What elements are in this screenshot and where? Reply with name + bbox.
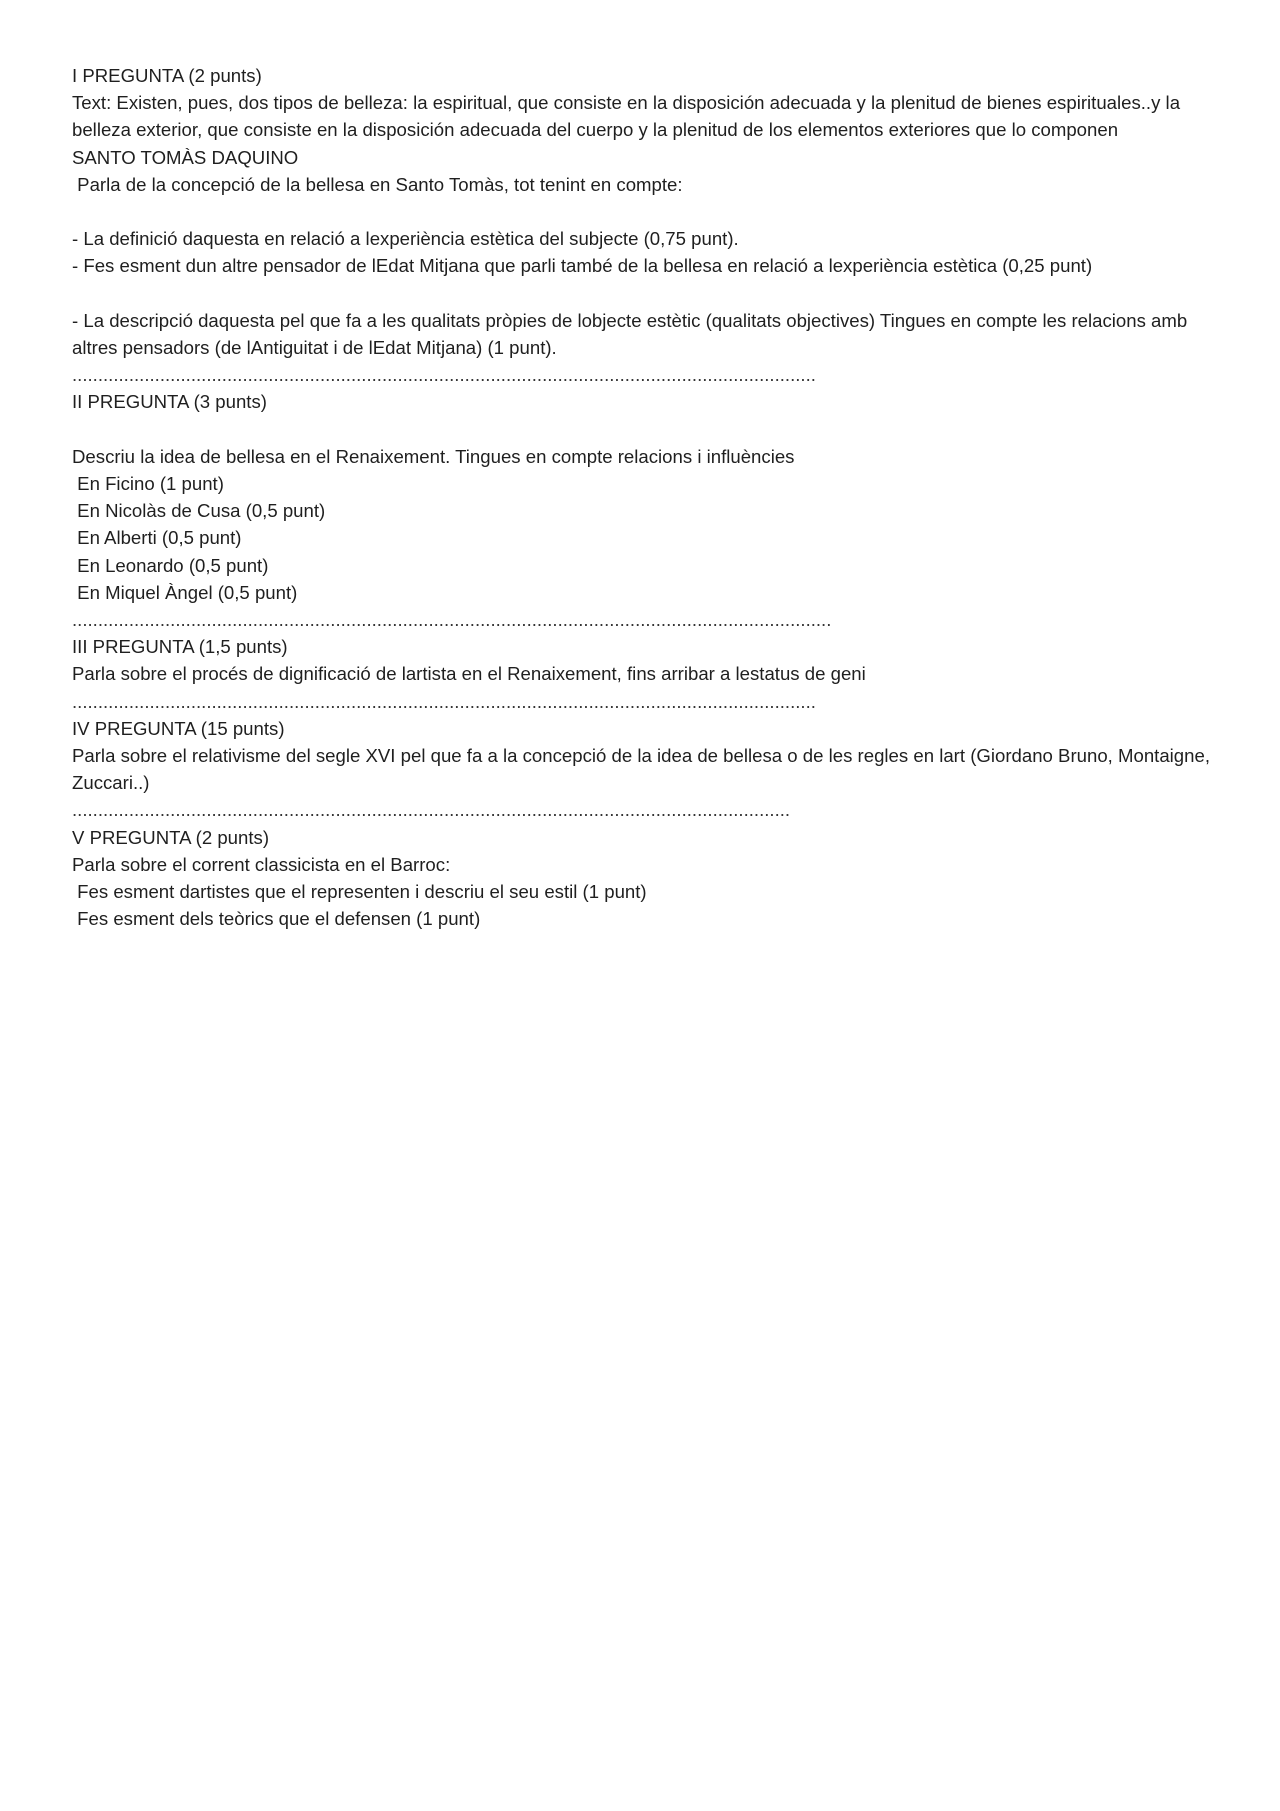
q4-heading: IV PREGUNTA (15 punts) — [72, 717, 285, 739]
q3-heading: III PREGUNTA (1,5 punts) — [72, 636, 288, 658]
q4-divider: ........................................................................................................................................... — [72, 799, 791, 821]
q2-prompt: Descriu la idea de bellesa en el Renaixement. Tingues en compte relacions i influències — [72, 445, 795, 467]
q1-author: SANTO TOMÀS DAQUINO — [72, 146, 299, 168]
q1-item-1: - La definició daquesta en relació a lexperiència estètica del subjecte (0,75 punt). — [72, 228, 739, 250]
exam-document — [72, 62, 1222, 932]
q3-prompt: Parla sobre el procés de dignificació de lartista en el Renaixement, fins arribar a lestatus de geni — [72, 663, 866, 685]
q2-item-ficino: En Ficino (1 punt) — [72, 473, 224, 494]
q1-heading: I PREGUNTA (2 punts) — [72, 65, 262, 86]
q2-item-alberti: En Alberti (0,5 punt) — [72, 527, 242, 549]
q1-prompt: Parla de la concepció de la bellesa en Santo Tomàs, tot tenint en compte: — [72, 173, 683, 195]
spacer — [72, 416, 1222, 443]
q4-prompt: Parla sobre el relativisme del segle XVI pel que fa a la concepció de la idea de bellesa o de les regles en lart (Giordano Bruno, Montaigne, Zuccari..) — [72, 745, 1210, 794]
spacer — [72, 198, 1222, 225]
q1-item-2: - Fes esment dun altre pensador de lEdat Mitjana que parli també de la bellesa en relació a lexperiència estètica (0,25 punt) — [72, 255, 1093, 277]
q3-divider: ................................................................................................................................................ — [72, 690, 816, 712]
q2-item-leonardo: En Leonardo (0,5 punt) — [72, 554, 269, 576]
q5-prompt: Parla sobre el corrent classicista en el Barroc: — [72, 853, 451, 875]
q5-item-theorists: Fes esment dels teòrics que el defensen (1 punt) — [72, 908, 481, 930]
q1-quoted-text: Text: Existen, pues, dos tipos de belleza: la espiritual, que consiste en la disposición adecuada y la plenitud de bienes espirituales..y la belleza exterior, que consiste en la disposición adecuada del cuerpo y la plenitud de los elementos exteriores que lo componen — [72, 92, 1181, 141]
q1-divider: ................................................................................................................................................ — [72, 364, 816, 386]
q2-item-miquel-angel: En Miquel Àngel (0,5 punt) — [72, 581, 298, 603]
q5-heading: V PREGUNTA (2 punts) — [72, 826, 270, 848]
q2-divider: ................................................................................................................................................... — [72, 609, 832, 631]
spacer — [72, 280, 1222, 307]
q2-item-cusa: En Nicolàs de Cusa (0,5 punt) — [72, 500, 326, 522]
q1-item-3: - La descripció daquesta pel que fa a les qualitats pròpies de lobjecte estètic (qualitats objectives) Tingues en compte les relacions amb altres pensadors (de lAntiguitat i de lEdat Mitjana) (1 punt). — [72, 309, 1188, 358]
q2-heading: II PREGUNTA (3 punts) — [72, 391, 267, 413]
q5-item-artists: Fes esment dartistes que el representen i descriu el seu estil (1 punt) — [72, 881, 647, 903]
